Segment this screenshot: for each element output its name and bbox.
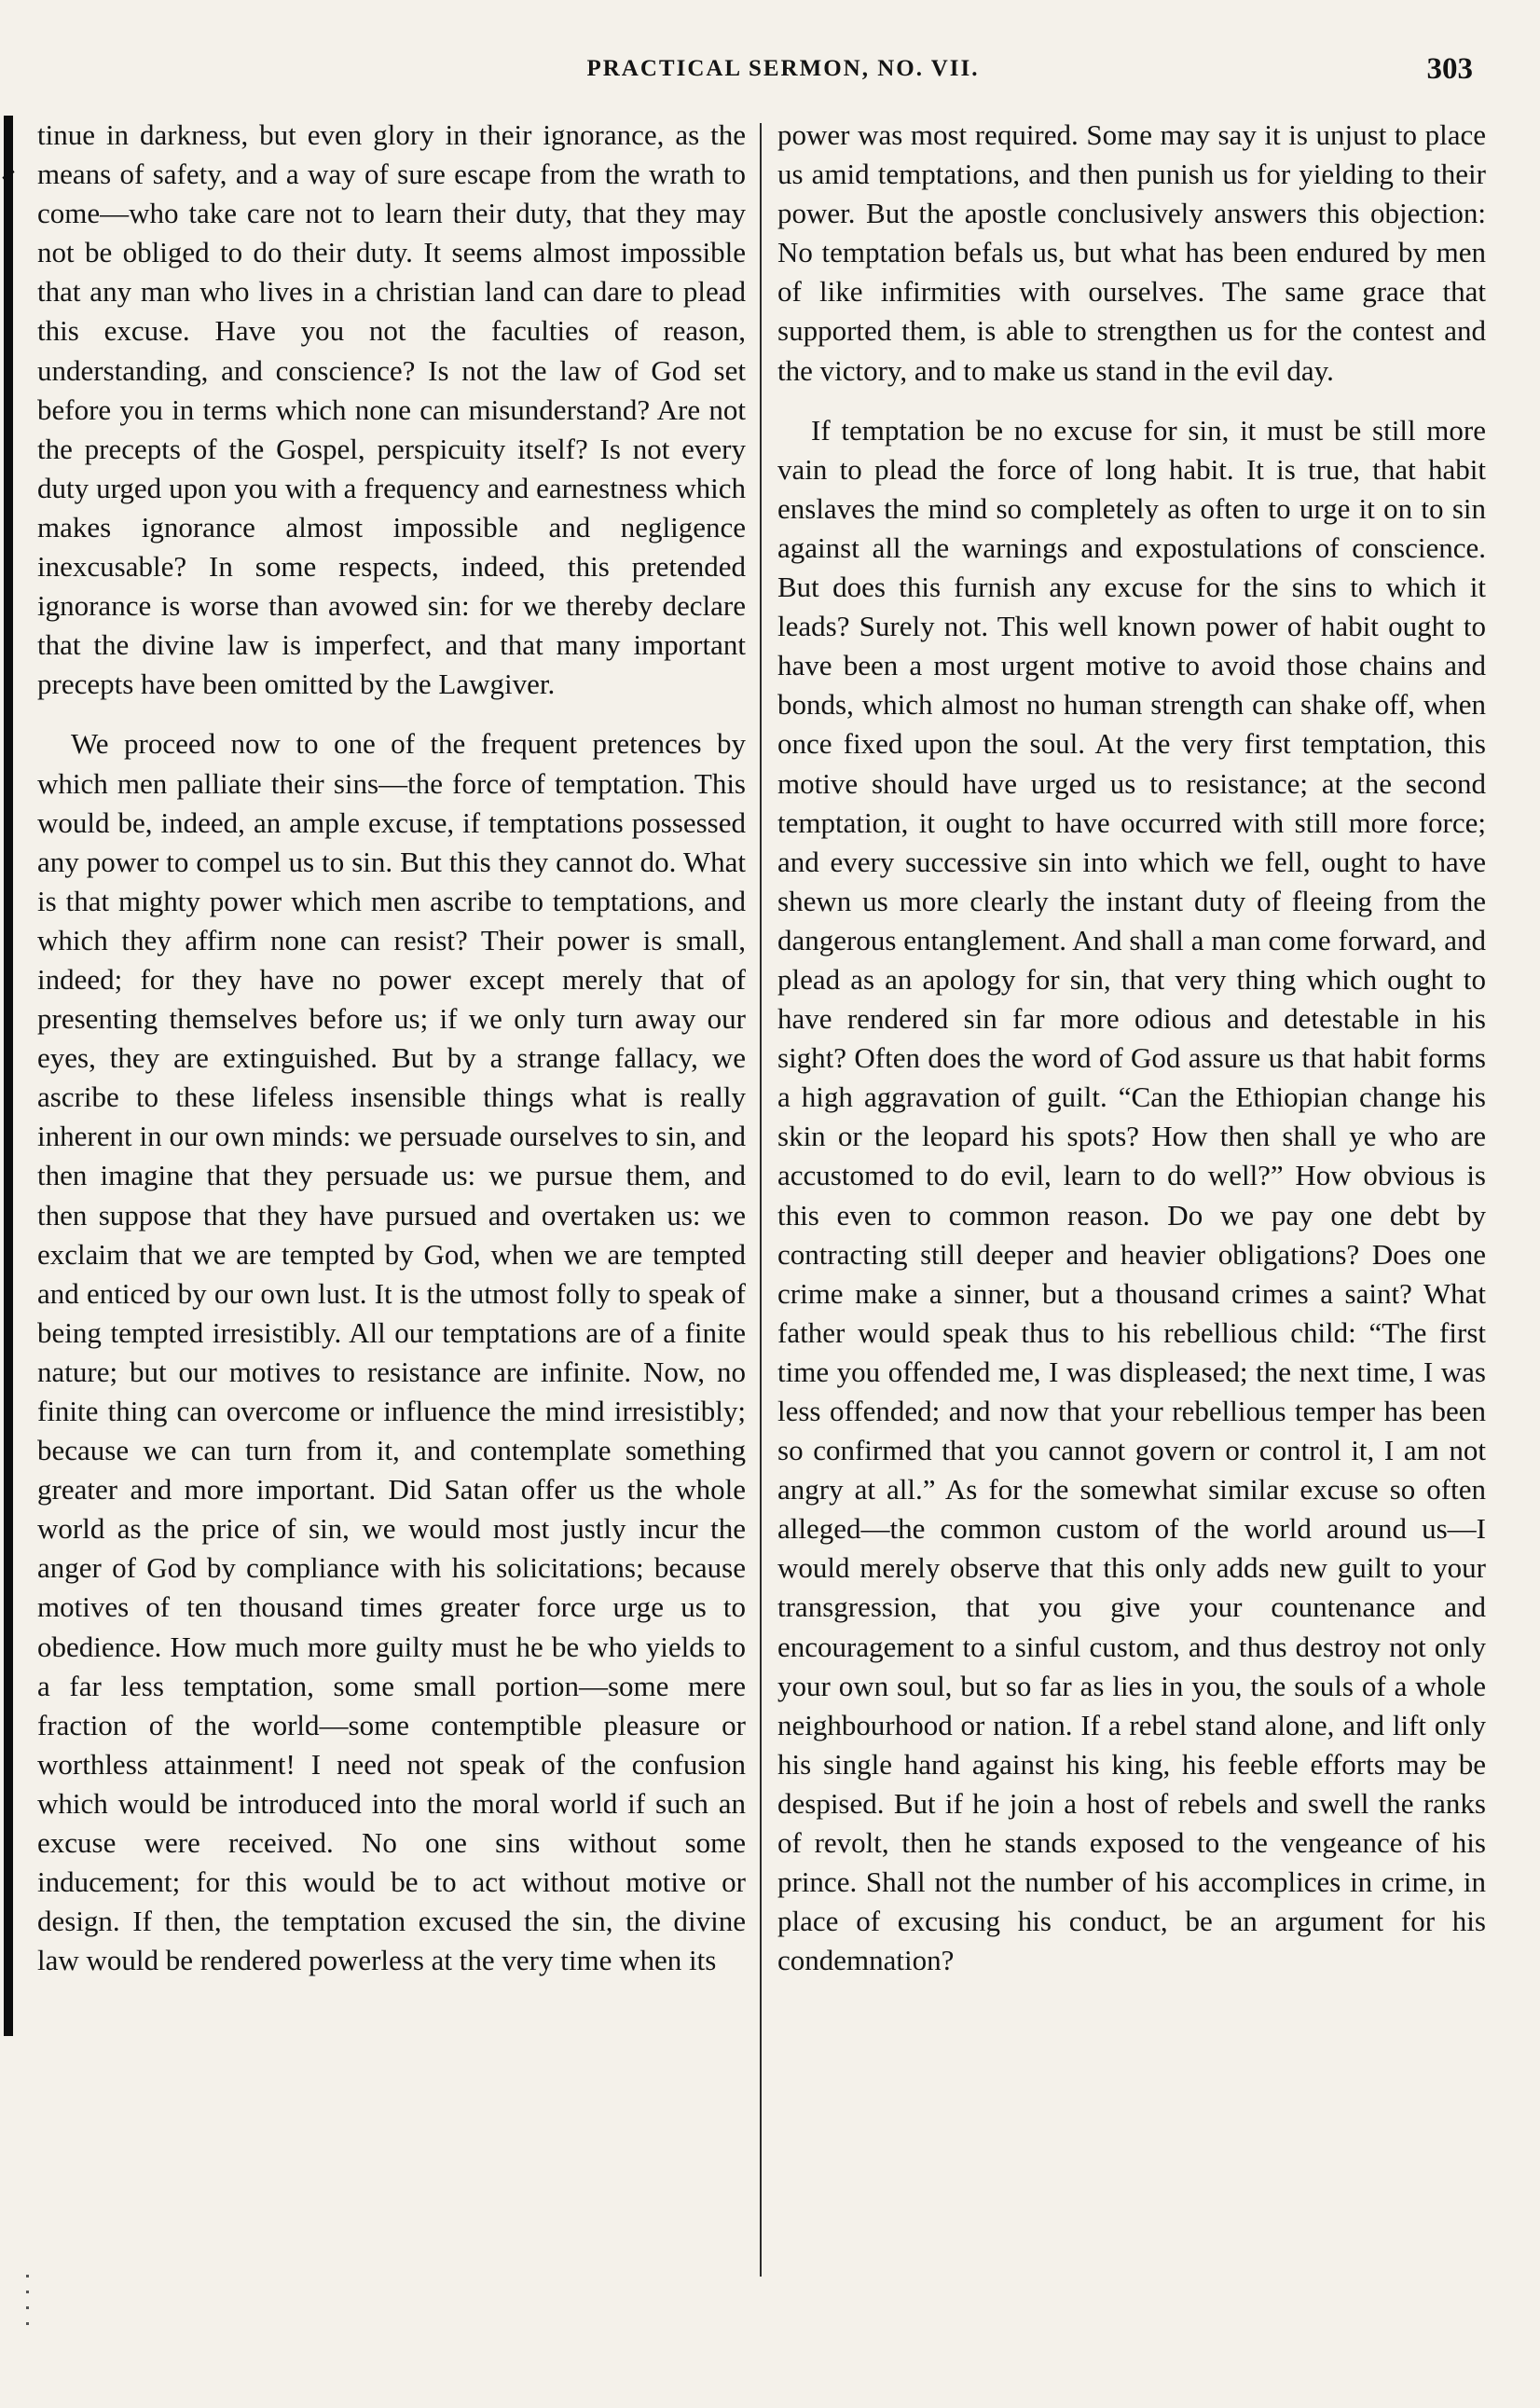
running-title: PRACTICAL SERMON, NO. VII. — [586, 56, 980, 81]
left-column — [37, 116, 746, 1980]
left-paragraph-1: tinue in darkness, but even glory in their ignorance, as the means of safety, and a way of sure escape from the wrath to come—who take care not to learn their duty, that they may not be obliged to do their duty. It seems almost impossible that any man who lives in a christian land can dare to plead this excuse. Have you not the faculties of reason, understanding, and conscience? Is not the law of God set before you in terms which none can misunderstand? Are not the precepts of the Gospel, perspicuity itself? Is not every duty urged upon you with a frequency and earnestness which makes ignorance almost impossible and negligence inexcusable? In some respects, indeed, this pretended ignorance is worse than avowed sin: for we thereby declare that the divine law is imperfect, and that many important precepts have been omitted by the Lawgiver. — [37, 118, 746, 701]
binding-edge-bar — [4, 116, 13, 2036]
margin-specks — [26, 2275, 30, 2349]
right-column — [777, 116, 1486, 1980]
page-number: 303 — [1426, 52, 1473, 86]
left-paragraph-2: We proceed now to one of the frequent pretences by which men palliate their sins—the force of temptation. This would be, indeed, an ample excuse, if temptations possessed any power to compel us to sin. But this they cannot do. What is that mighty power which men ascribe to temptations, and which they affirm none can resist? Their power is small, indeed; for they have no power except merely that of presenting themselves before us; if we only turn away our eyes, they are extinguished. But by a strange fallacy, we ascribe to these lifeless insensible things what is really inherent in our own minds: we persuade ourselves to sin, and then imagine that they persuade us: we pursue them, and then suppose that they have pursued and overtaken us: we exclaim that we are tempted by God, when we are tempted and enticed by our own lust. It is the utmost folly to speak of being tempted irresistibly. All our temptations are of a finite nature; but our motives to resistance are infinite. Now, no finite thing can overcome or influence the mind irresistibly; because we can turn from it, and contemplate something greater and more important. Did Satan offer us the whole world as the price of sin, we would most justly incur the anger of God by compliance with his solicitations; because motives of ten thousand times greater force urge us to obedience. How much more guilty must he be who yields to a far less temptation, some small portion—some mere fraction of the world—some contemptible pleasure or worthless attainment! I need not speak of the confusion which would be introduced into the moral world if such an excuse were received. No one sins without some inducement; for this would be to act without motive or design. If then, the temptation excused the sin, the divine law would be rendered powerless at the very time when its — [37, 727, 746, 1977]
right-paragraph-1: power was most required. Some may say it is unjust to place us amid temptations, and then punish us for yielding to their power. But the apostle conclusively answers this objection: No temptation befals us, but what has been endured by men of like infirmities with ourselves. The same grace that supported them, is able to strengthen us for the contest and the victory, and to make us stand in the evil day. — [777, 118, 1486, 387]
running-header — [37, 52, 1473, 103]
right-paragraph-2: If temptation be no excuse for sin, it must be still more vain to plead the force of long habit. It is true, that habit enslaves the mind so completely as often to urge it on to sin against all the warnings and expostulations of conscience. But does this furnish any excuse for the sins to which it leads? Surely not. This well known power of habit ought to have been a most urgent motive to avoid those chains and bonds, which almost no human strength can shake off, when once fixed upon the soul. At the very first temptation, this motive should have urged us to resistance; at the second temptation, it ought to have occurred with still more force; and every successive sin into which we fell, ought to have shewn us more clearly the instant duty of fleeing from the dangerous entanglement. And shall a man come forward, and plead as an apology for sin, that very thing which ought to have rendered sin far more odious and detestable in his sight? Often does the word of God assure us that habit forms a high aggravation of guilt. “Can the Ethiopian change his skin or the leopard his spots? How then shall ye who are accustomed to do evil, learn to do well?” How obvious is this even to common reason. Do we pay one debt by contracting still deeper and heavier obligations? Does one crime make a sinner, but a thousand crimes a saint? What father would speak thus to his rebellious child: “The first time you offended me, I was displeased; the next time, I was less offended; and now that your rebellious temper has been so confirmed that you cannot govern or control it, I am not angry at all.” As for the somewhat similar excuse so often alleged—the common custom of the world around us—I would merely observe that this only adds new guilt to your transgression, that you give your countenance and encouragement to a sinful custom, and thus destroy not only your own soul, but so far as lies in you, the souls of a whole neighbourhood or nation. If a rebel stand alone, and lift only his single hand against his king, his feeble efforts may be despised. But if he join a host of rebels and swell the ranks of revolt, then he stands exposed to the vengeance of his prince. Shall not the number of his accomplices in crime, in place of excusing his conduct, be an argument for his condemnation? — [777, 413, 1486, 1977]
column-divider — [760, 123, 762, 2277]
